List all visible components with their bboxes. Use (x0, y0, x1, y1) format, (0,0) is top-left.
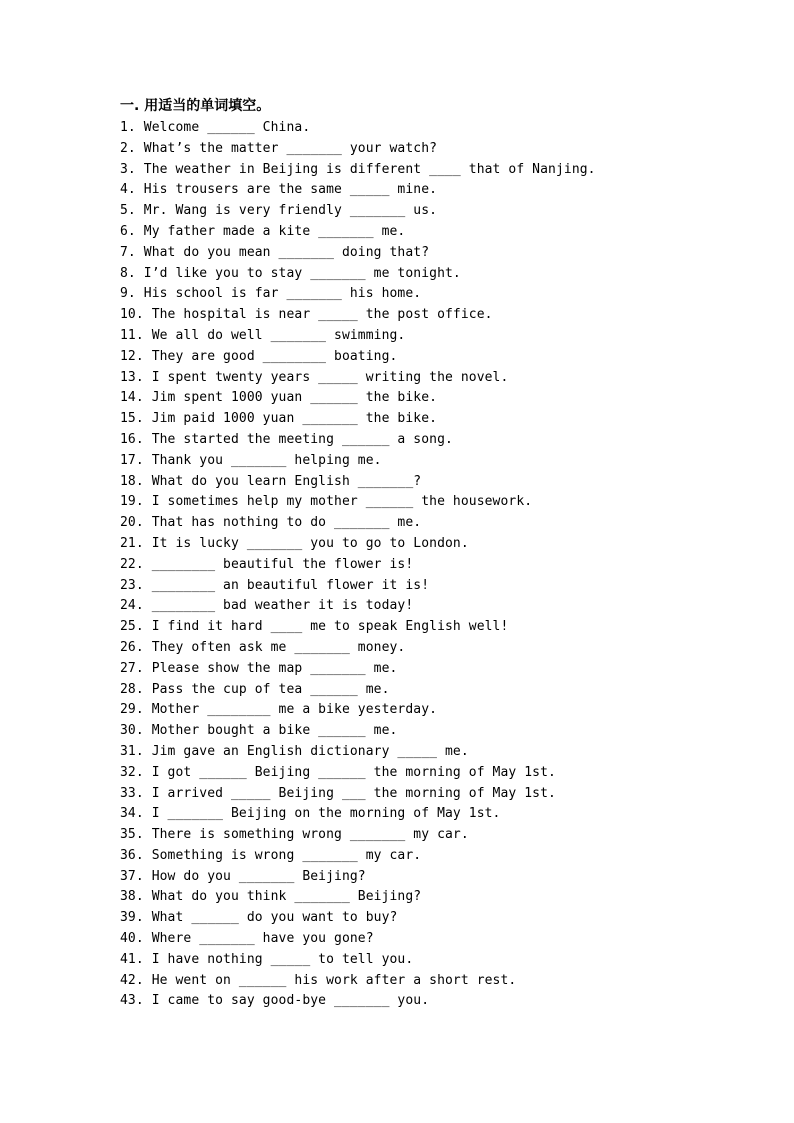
question-item: 26. They often ask me _______ money. (120, 639, 406, 655)
question-item: 20. That has nothing to do _______ me. (120, 515, 422, 531)
question-item: 28. Pass the cup of tea ______ me. (120, 681, 390, 697)
question-item: 7. What do you mean _______ doing that? (120, 244, 430, 260)
question-item: 22. ________ beautiful the flower is! (120, 556, 414, 572)
section-title: 一. 用适当的单词填空。 (120, 98, 271, 114)
question-item: 17. Thank you _______ helping me. (120, 452, 382, 468)
question-item: 18. What do you learn English _______? (120, 473, 422, 489)
question-item: 25. I find it hard ____ me to speak English well! (120, 619, 509, 635)
question-item: 39. What ______ do you want to buy? (120, 910, 398, 926)
question-item: 19. I sometimes help my mother ______ the housework. (120, 494, 533, 510)
question-item: 38. What do you think _______ Beijing? (120, 889, 422, 905)
question-item: 43. I came to say good-bye _______ you. (120, 993, 430, 1009)
question-item: 42. He went on ______ his work after a short rest. (120, 972, 517, 988)
question-item: 12. They are good ________ boating. (120, 348, 398, 364)
question-item: 31. Jim gave an English dictionary _____ me. (120, 743, 469, 759)
question-item: 10. The hospital is near _____ the post office. (120, 307, 493, 323)
question-item: 40. Where _______ have you gone? (120, 931, 374, 947)
question-item: 32. I got ______ Beijing ______ the morning of May 1st. (120, 764, 556, 780)
question-item: 29. Mother ________ me a bike yesterday. (120, 702, 438, 718)
question-item: 34. I _______ Beijing on the morning of May 1st. (120, 806, 501, 822)
question-item: 23. ________ an beautiful flower it is! (120, 577, 430, 593)
question-item: 35. There is something wrong _______ my car. (120, 827, 469, 843)
question-item: 14. Jim spent 1000 yuan ______ the bike. (120, 390, 438, 406)
question-item: 30. Mother bought a bike ______ me. (120, 723, 398, 739)
question-item: 37. How do you _______ Beijing? (120, 868, 366, 884)
question-item: 9. His school is far _______ his home. (120, 286, 422, 302)
question-item: 36. Something is wrong _______ my car. (120, 847, 422, 863)
question-item: 4. His trousers are the same _____ mine. (120, 182, 438, 198)
question-item: 3. The weather in Beijing is different ____ that of Nanjing. (120, 161, 596, 177)
question-item: 16. The started the meeting ______ a song. (120, 431, 453, 447)
question-item: 2. What’s the matter _______ your watch? (120, 140, 438, 156)
question-item: 1. Welcome ______ China. (120, 120, 311, 135)
question-item: 13. I spent twenty years _____ writing the novel. (120, 369, 509, 385)
question-item: 8. I’d like you to stay _______ me tonight. (120, 265, 461, 281)
question-item: 5. Mr. Wang is very friendly _______ us. (120, 203, 438, 219)
question-item: 41. I have nothing _____ to tell you. (120, 951, 414, 967)
question-item: 21. It is lucky _______ you to go to London. (120, 535, 469, 551)
question-item: 33. I arrived _____ Beijing ___ the morning of May 1st. (120, 785, 556, 801)
question-item: 6. My father made a kite _______ me. (120, 223, 406, 239)
question-list (120, 118, 596, 1012)
question-item: 24. ________ bad weather it is today! (120, 598, 414, 614)
question-item: 27. Please show the map _______ me. (120, 660, 398, 676)
question-item: 15. Jim paid 1000 yuan _______ the bike. (120, 411, 438, 427)
question-item: 11. We all do well _______ swimming. (120, 327, 406, 343)
